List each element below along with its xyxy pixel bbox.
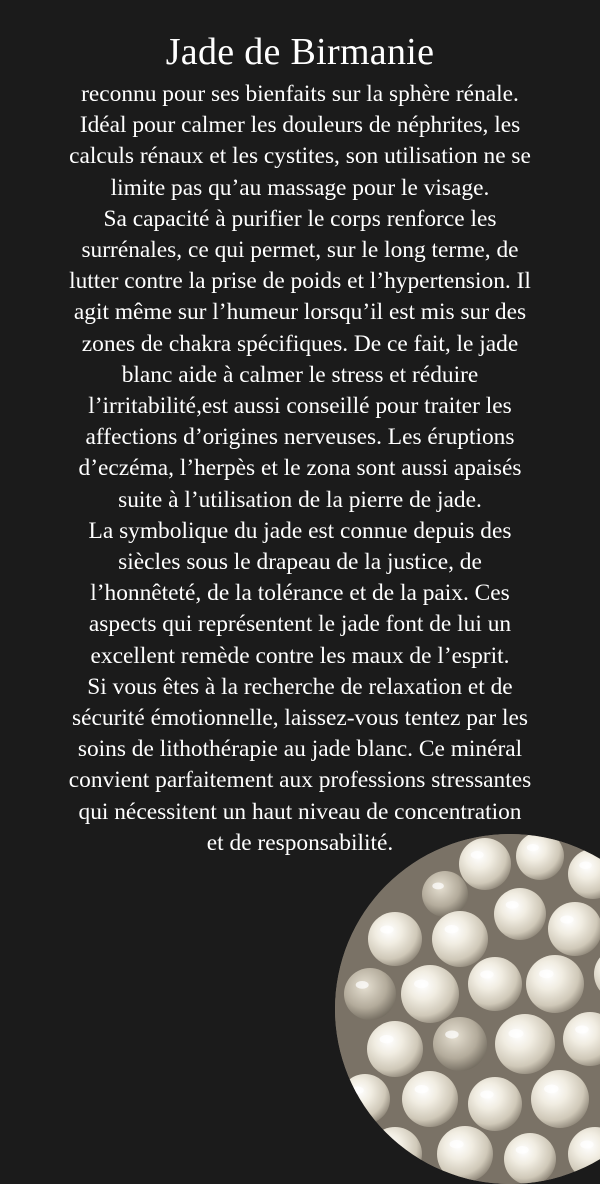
jade-bead <box>494 888 546 940</box>
text-line: limite pas qu’au massage pour le visage. <box>110 174 490 201</box>
text-line: Si vous êtes à la recherche de relaxation et de <box>87 673 513 700</box>
jade-bead <box>516 834 564 880</box>
jade-bead <box>468 1077 522 1131</box>
text-line: La symbolique du jade est connue depuis des <box>88 517 512 544</box>
bead-highlight <box>351 1087 364 1095</box>
bead-highlight <box>356 981 369 989</box>
text-line: Idéal pour calmer les douleurs de néphrites, les <box>79 112 521 139</box>
jade-bead <box>432 911 488 967</box>
text-line: affections d’origines nerveuses. Les éruptions <box>85 424 515 451</box>
jade-bead <box>468 957 522 1011</box>
bead-highlight <box>544 1085 559 1094</box>
text-line: zones de chakra spécifiques. De ce fait, le jade <box>81 330 519 357</box>
jade-bead <box>402 1071 458 1127</box>
bead-highlight <box>516 1146 529 1154</box>
text-line: agit même sur l’humeur lorsqu’il est mis sur des <box>73 299 527 326</box>
jade-bead <box>401 965 459 1023</box>
text-line: qui nécessitent un haut niveau de concentration <box>78 798 522 825</box>
jade-bead <box>368 912 422 966</box>
text-line: sécurité émotionnelle, laissez-vous tentez par les <box>72 705 528 732</box>
jade-bead <box>368 1127 422 1181</box>
bead-highlight <box>539 970 554 979</box>
text-line: aspects qui représentent le jade font de lui un <box>88 611 512 638</box>
bead-highlight <box>450 1140 464 1148</box>
text-line: reconnu pour ses bienfaits sur la sphère rénale. <box>81 81 519 107</box>
bead-highlight <box>432 883 444 890</box>
description-text <box>0 79 600 859</box>
text-line: et de responsabilité. <box>206 829 394 856</box>
bead-highlight <box>445 1031 459 1039</box>
page-title: Jade de Birmanie <box>165 31 435 73</box>
jade-bead <box>531 1070 589 1128</box>
jade-bead <box>344 968 396 1020</box>
text-line: l’honnêteté, de la tolérance et de la paix. Ces <box>90 580 510 607</box>
bead-highlight <box>380 1035 394 1043</box>
jade-bead <box>526 955 584 1013</box>
jade-bead <box>433 1017 487 1071</box>
bead-highlight <box>414 980 429 989</box>
bead-highlight <box>509 1029 524 1038</box>
text-line: surrénales, ce qui permet, sur le long terme, de <box>81 237 519 264</box>
bead-highlight <box>415 1085 429 1093</box>
text-line: excellent remède contre les maux de l’esprit. <box>90 642 510 669</box>
text-line: soins de lithothérapie au jade blanc. Ce minéral <box>77 736 523 763</box>
text-line: calculs rénaux et les cystites, son utilisation ne se <box>69 143 531 170</box>
jade-bead <box>495 1014 555 1074</box>
text-line: convient parfaitement aux professions stressantes <box>68 767 532 794</box>
jade-bead <box>504 1133 556 1184</box>
text-line: Sa capacité à purifier le corps renforce les <box>103 205 497 232</box>
jade-beads-image <box>335 834 600 1184</box>
text-line: siècles sous le drapeau de la justice, de <box>118 549 482 576</box>
text-line: d’eczéma, l’herpès et le zona sont aussi apaisés <box>78 455 522 482</box>
bead-highlight <box>471 851 484 859</box>
bead-highlight <box>527 844 539 851</box>
jade-bead <box>340 1074 390 1124</box>
text-line: blanc aide à calmer le stress et réduire <box>121 361 479 388</box>
text-line: suite à l’utilisation de la pierre de jade. <box>118 486 482 513</box>
bead-highlight <box>506 901 519 909</box>
jade-bead <box>459 838 511 890</box>
bead-highlight <box>579 862 592 870</box>
text-line: lutter contre la prise de poids et l’hypertension. Il <box>69 268 531 295</box>
bead-highlight <box>480 1091 494 1099</box>
bead-highlight <box>575 1026 589 1034</box>
jade-bead <box>437 1126 493 1182</box>
jade-bead <box>367 1021 423 1077</box>
bead-highlight <box>380 926 394 934</box>
text-line: l’irritabilité,est aussi conseillé pour traiter les <box>88 393 512 420</box>
jade-bead <box>422 871 468 917</box>
bead-highlight <box>480 971 494 979</box>
bead-highlight <box>560 916 574 924</box>
bead-highlight <box>380 1141 394 1149</box>
jade-bead <box>548 902 600 956</box>
bead-highlight <box>580 1141 594 1149</box>
bead-highlight <box>445 925 459 933</box>
